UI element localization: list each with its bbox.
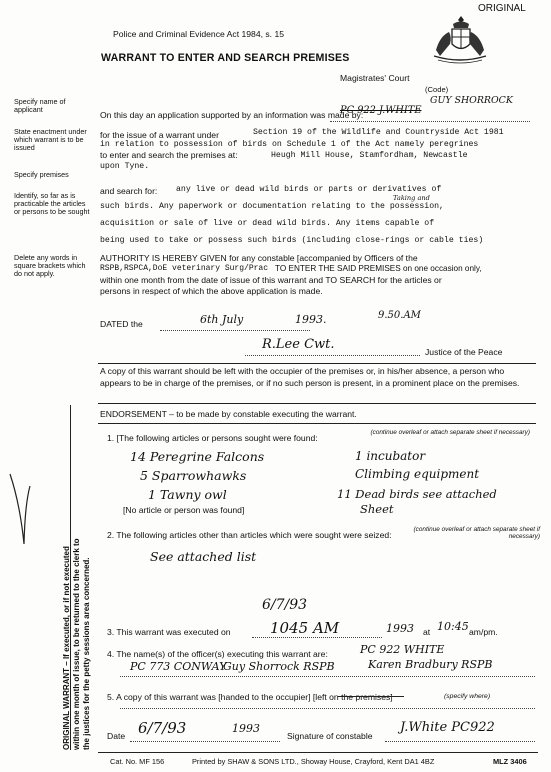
search-line-4: being used to take or possess such birds (including close-rings or cable ties) (100, 236, 484, 245)
dated-time-handwritten: 9.50.AM (378, 310, 421, 321)
dated-year-handwritten: 1993. (295, 313, 327, 326)
signature-label: Signature of constable (287, 731, 373, 741)
found-item-3: 1 Tawny owl (148, 487, 227, 502)
item3-time2-handwritten: 10:45 (437, 620, 469, 633)
court-code: (Code) (425, 85, 449, 94)
item4-line (120, 676, 535, 677)
royal-crest-icon (428, 14, 492, 72)
endorse-year-handwritten: 1993 (232, 722, 260, 735)
item3-label: 3. This warrant was executed on (107, 627, 231, 637)
applicant-line (330, 121, 530, 122)
item1-label: 1. [The following articles or persons sought were found: (107, 433, 318, 443)
side-note (62, 538, 92, 750)
item5-note: (specify where) (444, 693, 491, 700)
dated-label: DATED the (100, 319, 143, 329)
dated-line (160, 330, 310, 331)
item4-label: 4. The name(s) of the officer(s) executing this warrant are: (107, 649, 328, 659)
endorsement-heading: ENDORSEMENT – to be made by constable executing the warrant. (100, 409, 357, 419)
issue-prefix: for the issue of a warrant under (100, 130, 219, 140)
found-item-6: 11 Dead birds see attached (337, 487, 497, 501)
page-title: WARRANT TO ENTER AND SEARCH PREMISES (101, 52, 350, 64)
footer-code: MLZ 3406 (493, 757, 527, 766)
justice-signature-line (245, 355, 420, 356)
found-item-7: Sheet (360, 502, 394, 516)
notice-bottom-rule (98, 403, 536, 404)
act-reference: Police and Criminal Evidence Act 1984, s. 15 (113, 29, 285, 39)
signature-line (385, 741, 535, 742)
item3-ampm: am/pm. (469, 627, 498, 637)
side-note-line-3: the justices for the petty sessions area concerned. (82, 557, 91, 750)
footer-rule (98, 752, 538, 753)
item5-line (120, 708, 535, 709)
justice-label: Justice of the Peace (425, 347, 503, 357)
search-line-2: such birds. Any paperwork or documentation relating to the possession, (100, 202, 444, 211)
magistrates-court: Magistrates' Court (340, 73, 410, 83)
item1-none-found: [No article or person was found] (123, 505, 245, 515)
item3-time-handwritten: 1045 AM (270, 619, 340, 637)
officer-2: PC 773 CONWAY (130, 660, 227, 673)
endorsement-rule (98, 423, 536, 424)
margin-note-applicant: Specify name of applicant (14, 97, 66, 115)
authority-line-1: AUTHORITY IS HEREBY GIVEN for any constable [accompanied by Officers of the (100, 253, 418, 263)
applicant-handwritten-1: GUY SHORROCK (430, 95, 513, 106)
item2-label: 2. The following articles other than articles which were sought were seized: (107, 530, 392, 540)
authority-line-4: persons in respect of which the above application is made. (100, 286, 323, 296)
search-prefix: and search for: (100, 186, 158, 196)
item2-note: (continue overleaf or attach separate sheet if necessary) (413, 526, 540, 541)
constable-signature: J.White PC922 (400, 720, 495, 735)
item3-year-handwritten: 1993 (386, 622, 414, 635)
item5-strike (338, 696, 404, 697)
date-line (130, 741, 280, 742)
footer-cat: Cat. No. MF 156 (110, 757, 165, 766)
margin-note-delete: Delete any words in square brackets which do not apply. (14, 253, 86, 279)
premises-line-1: Heugh Mill House, Stamfordham, Newcastle (271, 151, 468, 160)
found-item-2: 5 Sparrowhawks (140, 468, 247, 483)
premises-prefix: to enter and search the premises at: (100, 150, 238, 160)
search-line-1: any live or dead wild birds or parts or derivatives of (176, 185, 442, 194)
item3-line (252, 637, 382, 638)
found-item-1: 14 Peregrine Falcons (130, 449, 265, 464)
officer-1: PC 922 WHITE (360, 643, 445, 656)
side-note-line-1: ORIGINAL WARRANT – If executed, or if not executed (62, 546, 71, 750)
side-note-line-2: within one month of issue, to be returned to the clerk to (72, 538, 81, 750)
found-item-4: 1 incubator (355, 449, 426, 463)
item1-note: (continue overleaf or attach separate sheet if necessary) (370, 429, 530, 436)
margin-note-enactment: State enactment under which warrant is to be issued (14, 127, 87, 153)
date-label: Date (107, 731, 126, 741)
notice-text: A copy of this warrant should be left with the occupier of the premises or, in his/her absence, a person who appears to be in charge of the premises, or if no such person is present, in a prominent place on the premises. (100, 366, 520, 388)
premises-line-2: upon Tyne. (100, 162, 150, 171)
margin-note-premises: Specify premises (14, 170, 69, 179)
original-label: ORIGINAL (478, 3, 526, 14)
hand-mark-icon (8, 470, 32, 550)
found-item-5: Climbing equipment (355, 467, 480, 481)
notice-top-rule (98, 363, 536, 364)
authority-line-2a: RSPB,RSPCA,DoE veterinary Surg/Prac (100, 264, 269, 273)
enactment-line-1: Section 19 of the Wildlife and Countryside Act 1981 (253, 128, 504, 137)
authority-line-2b: TO ENTER THE SAID PREMISES on one occasion only, (275, 264, 482, 273)
search-line-3: acquisition or sale of live or dead wild birds. Any items capable of (100, 219, 435, 228)
endorse-date-handwritten: 6/7/93 (138, 719, 187, 737)
footer-printer: Printed by SHAW & SONS LTD., Showay House, Crayford, Kent DA1 4BZ (192, 757, 435, 766)
officer-4: Karen Bradbury RSPB (368, 658, 493, 671)
justice-signature: R.Lee Cwt. (262, 337, 335, 352)
dated-date-handwritten: 6th July (200, 313, 244, 326)
applicant-handwritten-2: PC 922 J.WHITE (340, 105, 422, 116)
enactment-line-2: in relation to possession of birds on Schedule 1 of the Act namely peregrines (100, 140, 479, 149)
officer-3: Guy Shorrock RSPB (223, 660, 335, 673)
margin-note-identify: Identify, so far as is practicable the articles or persons to be sought (14, 191, 90, 217)
item3-date-handwritten: 6/7/93 (262, 597, 308, 613)
item5-label: 5. A copy of this warrant was [handed to the occupier] [left on the premises] (107, 692, 393, 702)
seized-items-handwritten: See attached list (150, 549, 257, 564)
item3-at: at (423, 627, 431, 637)
application-intro: On this day an application supported by an information was made by: (100, 110, 364, 120)
authority-line-3: within one month from the date of issue of this warrant and TO SEARCH for the articles or (100, 275, 442, 285)
search-insert-handwritten: Taking and (393, 194, 430, 202)
